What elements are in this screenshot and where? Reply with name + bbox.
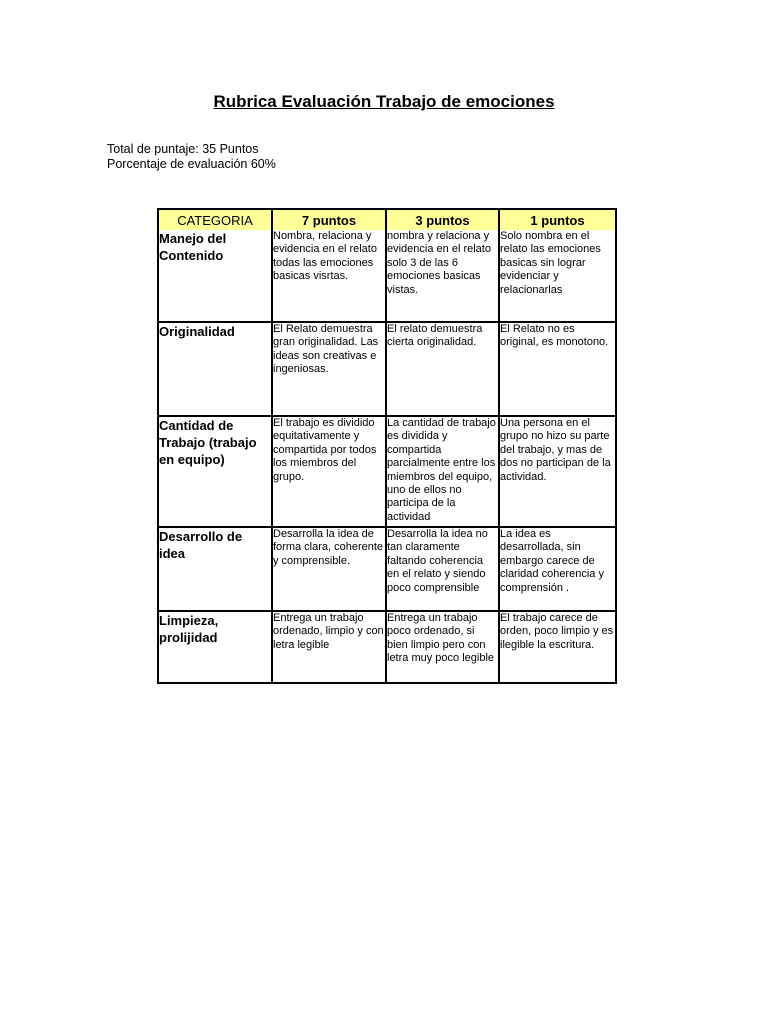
header-row — [159, 210, 615, 230]
criteria-cell-3: La cantidad de trabajo es dividida y compartida parcialmente entre los miembros del equipo, uno de ellos no participa de la actividad — [387, 417, 500, 528]
evaluation-percentage-text: Porcentaje de evaluación 60% — [107, 157, 276, 171]
category-cell: Originalidad — [159, 323, 273, 417]
criteria-cell-7: Nombra, relaciona y evidencia en el relato todas las emociones basicas visrtas. — [273, 230, 387, 323]
criteria-cell-3: nombra y relaciona y evidencia en el relato solo 3 de las 6 emociones basicas vistas. — [387, 230, 500, 323]
rubric-table — [157, 208, 617, 684]
criteria-cell-1: Solo nombra en el relato las emociones basicas sin lograr evidenciar y relacionarlas — [500, 230, 615, 323]
criteria-cell-1: Una persona en el grupo no hizo su parte del trabajo, y mas de dos no participan de la actividad. — [500, 417, 615, 528]
criteria-cell-1: El trabajo carece de orden, poco limpio y es ilegible la escritura. — [500, 612, 614, 651]
category-cell: Desarrollo de idea — [159, 528, 273, 612]
header-1-puntos: 1 puntos — [500, 210, 615, 230]
criteria-cell-7: Desarrolla la idea de forma clara, coherente y comprensible. — [273, 528, 387, 612]
criteria-cell-3: El relato demuestra cierta originalidad. — [387, 323, 500, 417]
criteria-cell-7: El trabajo es dividido equitativamente y compartida por todos los miembros del grupo. — [273, 417, 387, 528]
table-row — [159, 417, 615, 528]
criteria-cell-3: Entrega un trabajo poco ordenado, si bien limpio pero con letra muy poco legible — [387, 612, 500, 682]
table-row — [159, 323, 615, 417]
category-cell: Manejo del Contenido — [159, 230, 273, 323]
criteria-cell-7: El Relato demuestra gran originalidad. Las ideas son creativas e ingeniosas. — [273, 323, 387, 417]
total-score-text: Total de puntaje: 35 Puntos — [107, 142, 259, 156]
table-row — [159, 230, 615, 323]
category-cell: Limpieza, prolijidad — [159, 612, 273, 682]
criteria-cell-1: La idea es desarrollada, sin embargo carece de claridad coherencia y comprensión . — [500, 528, 615, 612]
category-cell: Cantidad de Trabajo (trabajo en equipo) — [159, 417, 273, 528]
document-title: Rubrica Evaluación Trabajo de emociones — [213, 92, 555, 111]
header-3-puntos: 3 puntos — [387, 210, 500, 230]
header-categoria: CATEGORIA — [159, 210, 273, 230]
table-row — [159, 528, 615, 612]
header-7-puntos: 7 puntos — [273, 210, 387, 230]
criteria-cell-3: Desarrolla la idea no tan claramente faltando coherencia en el relato y siendo poco comprensible — [387, 528, 500, 612]
table-row — [159, 612, 615, 682]
criteria-cell-7: Entrega un trabajo ordenado, limpio y con letra legible — [273, 612, 387, 682]
criteria-cell-1: El Relato no es original, es monotono. — [500, 323, 615, 417]
